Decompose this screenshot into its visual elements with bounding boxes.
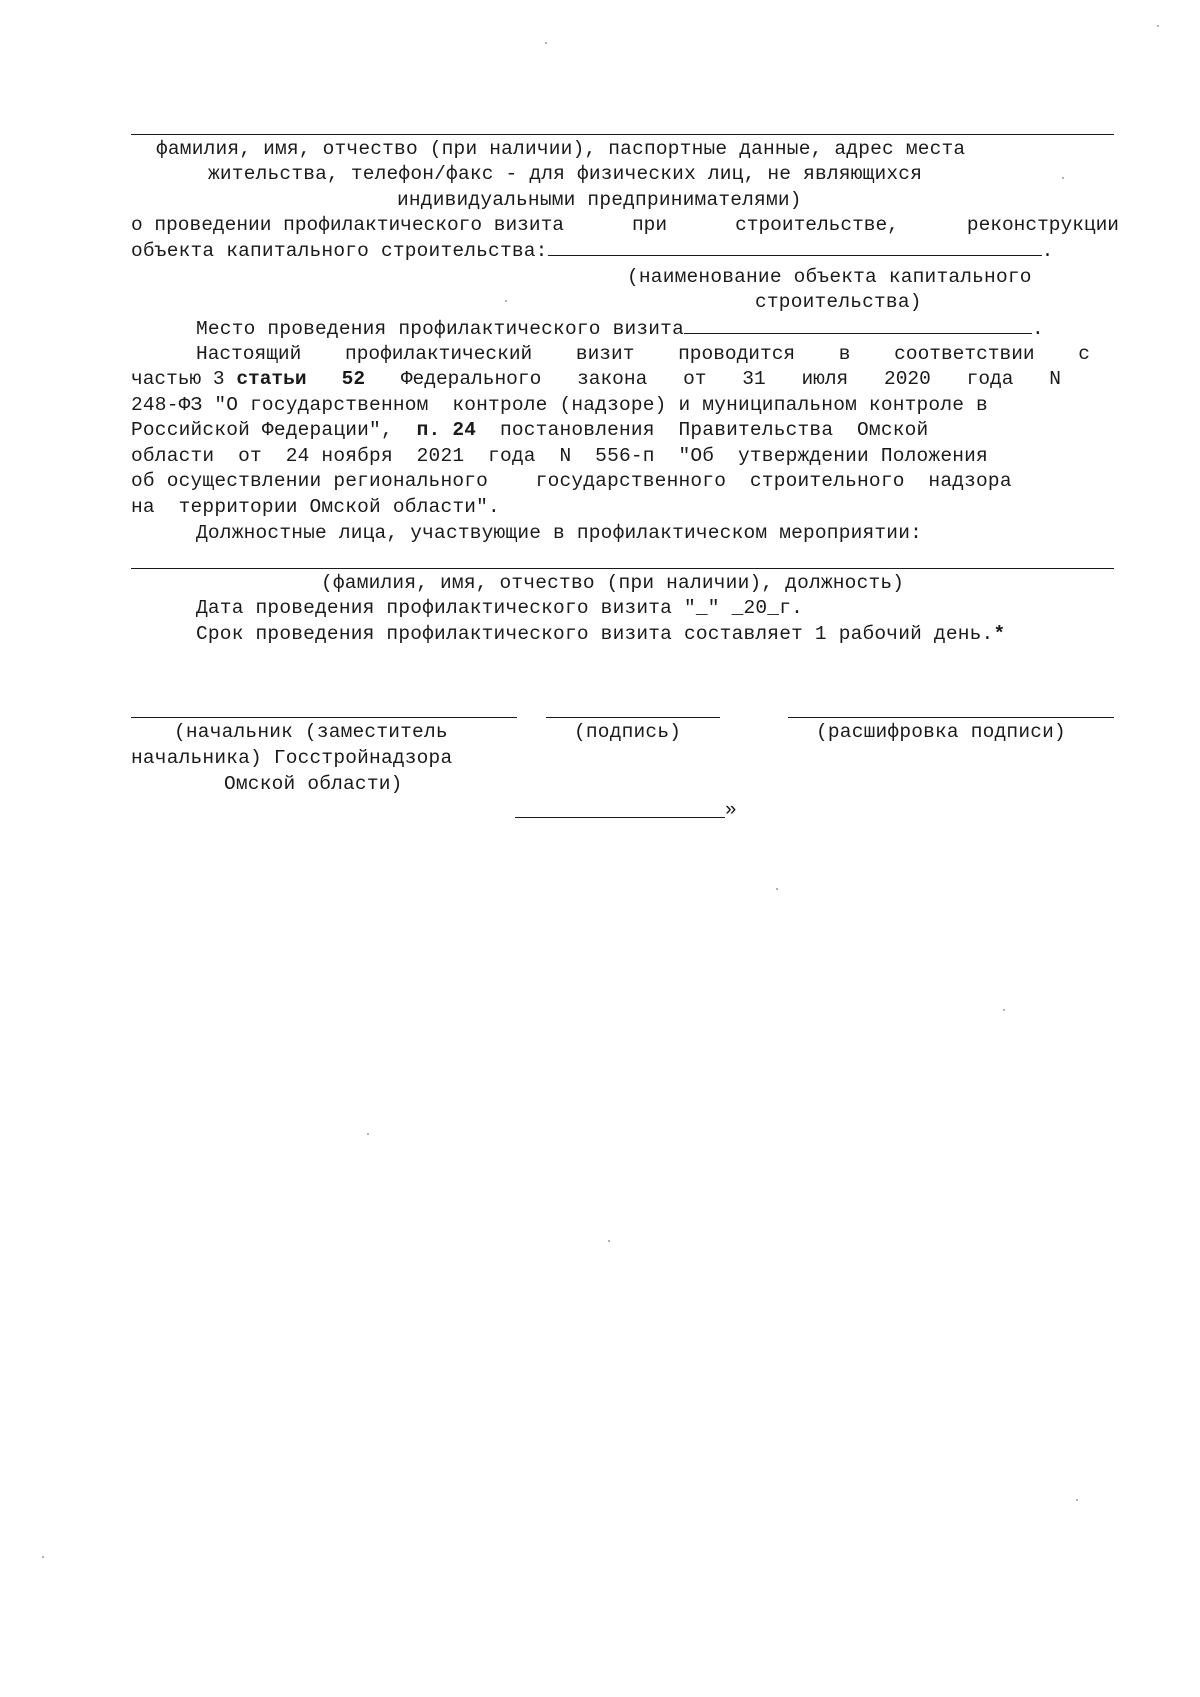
closing-rule (515, 817, 725, 818)
decoding-rule[interactable] (788, 717, 1114, 718)
place-blank[interactable] (684, 316, 1032, 334)
scan-speck (1003, 1009, 1005, 1011)
applicant-caption-line1: фамилия, имя, отчество (при наличии), паспортные данные, адрес места (156, 138, 966, 160)
visit-subject-line2: объекта капитального строительства: . (131, 240, 1054, 262)
place-line: Место проведения профилактического визита . (196, 318, 1044, 340)
officials-rule[interactable] (131, 568, 1114, 569)
basis-line2: частью 3 статьи 52 Федерального закона от 31 июля 2020 года N (131, 368, 1061, 390)
scan-speck (1062, 177, 1064, 179)
object-caption-line1: (наименование объекта капитального (627, 266, 1032, 288)
scan-speck (608, 1240, 610, 1242)
scan-speck (42, 1556, 44, 1558)
official-caption-line3: Омской области) (224, 773, 403, 795)
signature-caption: (подпись) (574, 721, 682, 743)
official-rule[interactable] (131, 717, 517, 718)
object-name-blank[interactable] (548, 238, 1042, 256)
scan-speck (776, 888, 778, 890)
visit-date-line: Дата проведения профилактического визита "_" _20_г. (196, 597, 803, 619)
basis-line3: 248-ФЗ "О государственном контроле (надзоре) и муниципальном контроле в (131, 394, 988, 416)
scan-speck (1076, 1499, 1078, 1501)
basis-line4: Российской Федерации", п. 24 постановления Правительства Омской (131, 419, 929, 441)
officials-caption: (фамилия, имя, отчество (при наличии), должность) (321, 572, 905, 594)
officials-label: Должностные лица, участвующие в профилактическом мероприятии: (196, 522, 923, 544)
scan-speck (545, 42, 547, 44)
basis-line7: на территории Омской области". (131, 496, 500, 518)
scan-speck (367, 1133, 369, 1135)
official-caption-line2: начальника) Госстройнадзора (131, 747, 453, 769)
scan-speck (1157, 25, 1159, 27)
applicant-caption-line3: индивидуальными предпринимателями) (397, 189, 802, 211)
visit-term-line: Срок проведения профилактического визита составляет 1 рабочий день.* (196, 623, 1006, 645)
official-caption-line1: (начальник (заместитель (174, 721, 448, 743)
closing-quote: » (725, 799, 737, 821)
basis-line6: об осуществлении регионального государственного строительного надзора (131, 470, 1012, 492)
footnote-asterisk: * (993, 623, 1006, 645)
signature-rule[interactable] (546, 717, 720, 718)
decoding-caption: (расшифровка подписи) (816, 721, 1066, 743)
scan-speck (505, 300, 507, 302)
object-caption-line2: строительства) (755, 291, 922, 313)
applicant-caption-line2: жительства, телефон/факс - для физических лиц, не являющихся (208, 163, 923, 185)
basis-line5: области от 24 ноября 2021 года N 556-п "Об утверждении Положения (131, 445, 988, 467)
visit-subject-line1: о проведении профилактического визита при строительстве, реконструкции (131, 214, 1119, 236)
basis-line1: Настоящий профилактический визит проводится в соответствии с (196, 343, 1090, 365)
applicant-rule (131, 134, 1114, 135)
